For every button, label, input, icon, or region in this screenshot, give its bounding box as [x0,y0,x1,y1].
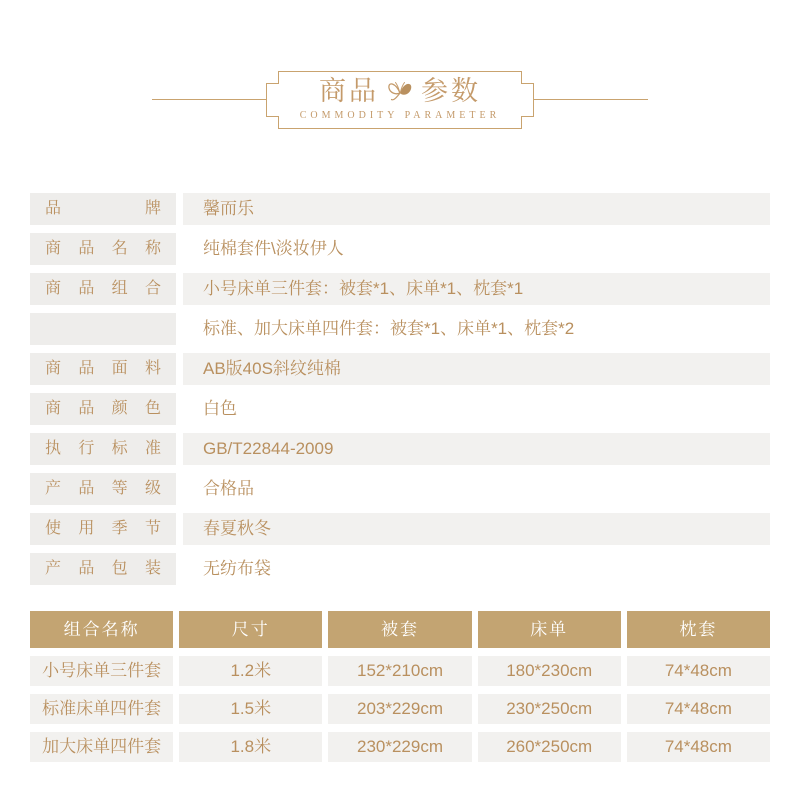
param-row [30,313,770,345]
ornament-line-right [534,99,648,100]
param-value: AB版40S斜纹纯棉 [183,353,770,385]
table-cell: 1.8米 [179,732,322,762]
param-value: GB/T22844-2009 [183,433,770,465]
param-label: 商品组合 [30,273,176,305]
table-cell: 180*230cm [478,656,621,686]
param-label: 商品颜色 [30,393,176,425]
param-row [30,553,770,585]
param-value: 纯棉套件\淡妆伊人 [203,239,344,258]
param-row [30,193,770,225]
butterfly-icon [385,78,415,104]
ornament-line-left [152,99,266,100]
table-cell: 74*48cm [627,732,770,762]
table-header-cell: 尺寸 [179,611,322,648]
page-title-left: 商品 [319,76,379,106]
table-row [30,732,770,762]
table-cell: 260*250cm [478,732,621,762]
param-row [30,233,770,265]
page-subtitle: COMMODITY PARAMETER [299,110,501,121]
table-row [30,694,770,724]
parameter-list [30,193,770,585]
table-cell: 加大床单四件套 [30,732,173,762]
table-cell: 230*250cm [478,694,621,724]
table-cell: 152*210cm [328,656,471,686]
table-cell: 1.2米 [179,656,322,686]
param-label: 产品等级 [30,473,176,505]
param-label: 品牌 [30,193,176,225]
table-row [30,656,770,686]
table-cell: 小号床单三件套 [30,656,173,686]
param-label: 商品面料 [30,353,176,385]
table-header-cell: 床单 [478,611,621,648]
param-value: 馨而乐 [183,193,770,225]
table-cell: 74*48cm [627,656,770,686]
table-cell: 203*229cm [328,694,471,724]
param-row [30,273,770,305]
page-title-right: 参数 [421,76,481,106]
param-row [30,513,770,545]
table-header-cell: 组合名称 [30,611,173,648]
size-table [30,611,770,762]
table-cell: 标准床单四件套 [30,694,173,724]
table-cell: 74*48cm [627,694,770,724]
param-value: 白色 [203,399,237,418]
param-label: 产品包装 [30,553,176,585]
param-row [30,353,770,385]
param-row [30,393,770,425]
param-label-empty [30,313,176,345]
param-label: 执行标准 [30,433,176,465]
table-cell: 1.5米 [179,694,322,724]
table-header-cell: 枕套 [627,611,770,648]
param-label: 商品名称 [30,233,176,265]
size-table-header [30,611,770,648]
table-header-cell: 被套 [328,611,471,648]
param-row [30,433,770,465]
param-value: 标准、加大床单四件套：被套*1、床单*1、枕套*2 [203,319,575,338]
param-value: 春夏秋冬 [183,513,770,545]
param-value: 无纺布袋 [203,559,271,578]
page-title [266,76,534,106]
table-cell: 230*229cm [328,732,471,762]
param-label: 使用季节 [30,513,176,545]
param-row [30,473,770,505]
param-value: 小号床单三件套：被套*1、床单*1、枕套*1 [183,273,770,305]
param-value: 合格品 [203,479,254,498]
